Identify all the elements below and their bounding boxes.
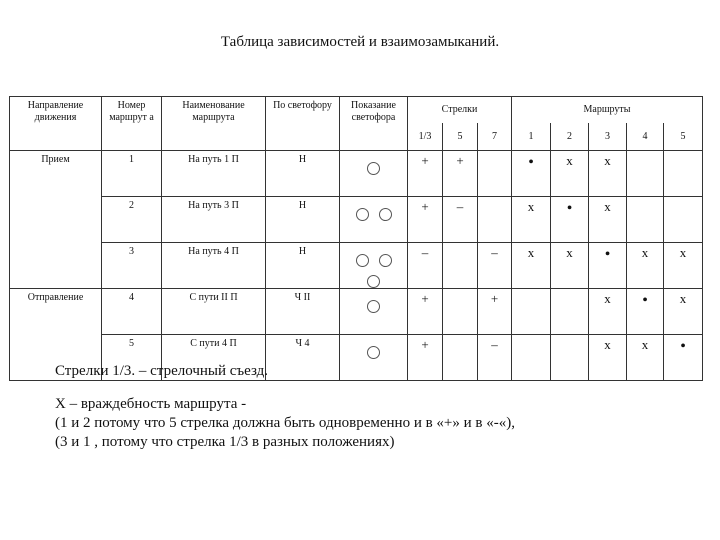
cell-switch: [478, 197, 512, 243]
cell-switch: +: [408, 151, 443, 197]
signal-lamp-icon: [379, 208, 392, 221]
notes: [55, 362, 675, 452]
cell-route-number: 4: [102, 289, 162, 335]
cell-route: x: [664, 243, 703, 289]
cell-signal-indication: [340, 197, 408, 243]
cell-route: x: [627, 243, 664, 289]
cell-route: x: [512, 243, 551, 289]
cell-route-number: 1: [102, 151, 162, 197]
cell-route-name: С пути II П: [162, 289, 266, 335]
cell-route: x: [664, 289, 703, 335]
signal-lamp-icon: [367, 275, 380, 288]
cell-switch: +: [408, 289, 443, 335]
cell-direction: Отправление: [10, 289, 102, 381]
cell-route-name: На путь 4 П: [162, 243, 266, 289]
header-route-name: Наименование маршрута: [162, 97, 266, 151]
signal-lamp-icon: [367, 300, 380, 313]
header-switches: Стрелки: [408, 97, 512, 124]
header-route-number: Номер маршрут а: [102, 97, 162, 151]
cell-route: x: [589, 151, 627, 197]
route-col-header: 2: [551, 123, 589, 151]
cell-signal: Ч II: [266, 289, 340, 335]
note-line: (1 и 2 потому что 5 стрелка должна быть одновременно и в «+» и в «-«),: [55, 415, 515, 431]
route-col-header: 1: [512, 123, 551, 151]
signal-lamp-icon: [356, 254, 369, 267]
cell-signal-indication: [340, 243, 408, 289]
route-col-header: 5: [664, 123, 703, 151]
cell-route: [551, 289, 589, 335]
cell-route-number: 2: [102, 197, 162, 243]
cell-route: •: [627, 289, 664, 335]
cell-switch: [478, 151, 512, 197]
cell-route: [627, 197, 664, 243]
cell-route: x: [512, 197, 551, 243]
note-line: (3 и 1 , потому что стрелка 1/3 в разных положениях): [55, 434, 395, 450]
header-direction: Направление движения: [10, 97, 102, 151]
cell-signal: Н: [266, 197, 340, 243]
route-col-header: 4: [627, 123, 664, 151]
cell-switch: +: [478, 289, 512, 335]
cell-route: x: [551, 151, 589, 197]
switch-col-header: 1/3: [408, 123, 443, 151]
cell-route: x: [551, 243, 589, 289]
cell-route: [627, 151, 664, 197]
table-row: [10, 289, 703, 335]
cell-switch: [443, 243, 478, 289]
signal-lamp-icon: [367, 346, 380, 359]
cell-route: x: [589, 289, 627, 335]
table-row: [10, 151, 703, 197]
cell-switch: [443, 289, 478, 335]
cell-switch: +: [443, 151, 478, 197]
note-line: Стрелки 1/3. – стрелочный съезд.: [55, 363, 269, 379]
interlocking-table: [9, 96, 703, 381]
signal-lamp-icon: [367, 162, 380, 175]
table-row: [10, 197, 703, 243]
header-signal-indication: Показание светофора: [340, 97, 408, 151]
note-line: X – враждебность маршрута -: [55, 396, 247, 412]
cell-route-name: На путь 1 П: [162, 151, 266, 197]
page-title: Таблица зависимостей и взаимозамыканий.: [220, 34, 500, 50]
cell-route: x: [627, 335, 664, 381]
cell-switch: –: [478, 243, 512, 289]
cell-route: [664, 151, 703, 197]
table-row: [10, 243, 703, 289]
cell-route: •: [512, 151, 551, 197]
cell-switch: +: [408, 197, 443, 243]
cell-route: [512, 289, 551, 335]
header-by-signal: По светофору: [266, 97, 340, 151]
cell-switch: –: [408, 243, 443, 289]
cell-route: •: [664, 335, 703, 381]
cell-route: x: [589, 197, 627, 243]
cell-switch: +: [408, 335, 443, 381]
cell-signal-indication: [340, 151, 408, 197]
switch-col-header: 7: [478, 123, 512, 151]
cell-switch: –: [478, 335, 512, 381]
cell-route-number: 5: [102, 335, 162, 381]
cell-route: •: [551, 197, 589, 243]
cell-route-number: 3: [102, 243, 162, 289]
cell-switch: –: [443, 197, 478, 243]
signal-lamp-icon: [356, 208, 369, 221]
cell-signal: Н: [266, 151, 340, 197]
cell-signal-indication: [340, 289, 408, 335]
cell-route-name: С пути 4 П: [162, 335, 266, 381]
cell-route: •: [589, 243, 627, 289]
switch-col-header: 5: [443, 123, 478, 151]
cell-signal: Ч 4: [266, 335, 340, 381]
route-col-header: 3: [589, 123, 627, 151]
cell-route: [664, 197, 703, 243]
header-routes: Маршруты: [512, 97, 703, 124]
cell-direction: Прием: [10, 151, 102, 289]
cell-signal: Н: [266, 243, 340, 289]
signal-lamp-icon: [379, 254, 392, 267]
cell-route-name: На путь 3 П: [162, 197, 266, 243]
cell-route: x: [589, 335, 627, 381]
